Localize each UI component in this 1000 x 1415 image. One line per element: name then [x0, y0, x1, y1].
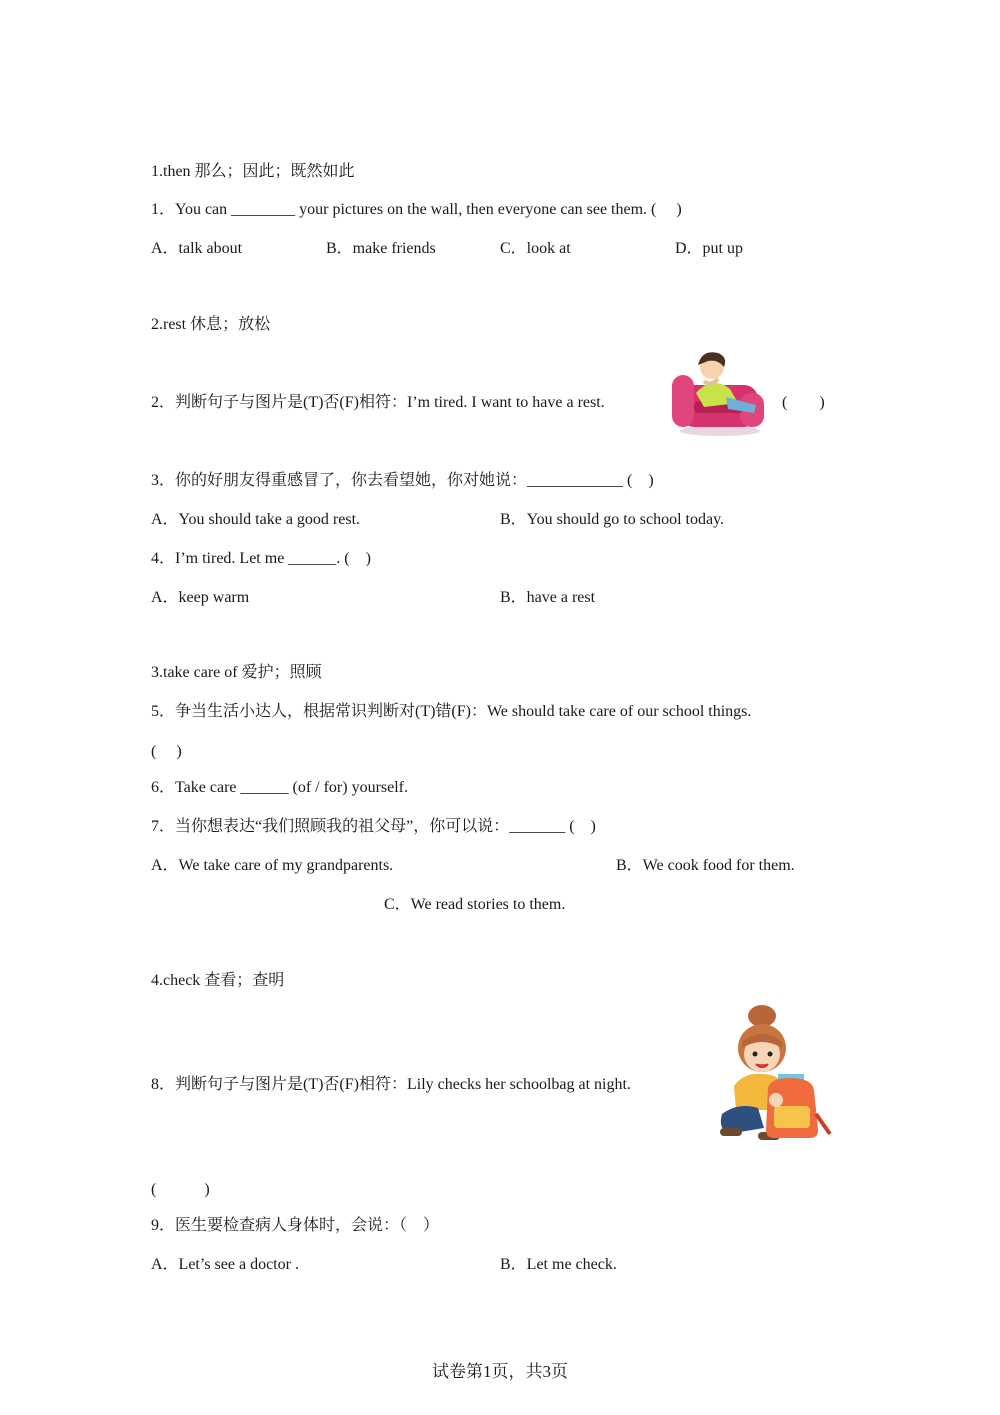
section-heading-then: 1.then 那么；因此；既然如此 [151, 163, 355, 180]
q3-option-b: B．You should go to school today. [500, 511, 725, 528]
q3-option-a: A．You should take a good rest. [151, 511, 361, 528]
q7-option-c: C．We read stories to them. [384, 896, 566, 913]
question-2: 2．判断句子与图片是(T)否(F)相符：I’m tired. I want to have a rest. [151, 394, 605, 411]
q7-option-a: A．We take care of my grandparents. [151, 857, 394, 874]
q4-option-a: A．keep warm [151, 589, 250, 606]
q8-answer-blank: ( ) [151, 1181, 210, 1198]
resting-child-on-sofa-image [668, 345, 768, 437]
q2-answer-blank: ( ) [782, 394, 825, 411]
q7-option-b: B．We cook food for them. [616, 857, 795, 874]
page-footer: 试卷第1页，共3页 [432, 1362, 568, 1381]
q5-answer-blank: ( ) [151, 743, 182, 760]
q9-option-a: A．Let’s see a doctor . [151, 1256, 299, 1273]
q1-option-b: B．make friends [326, 240, 436, 257]
q1-option-d: D．put up [675, 240, 744, 257]
girl-checking-schoolbag-image [714, 1004, 834, 1144]
q1-option-c: C．look at [500, 240, 571, 257]
question-6: 6．Take care ______ (of / for) yourself. [151, 779, 409, 796]
q4-option-b: B．have a rest [500, 589, 596, 606]
q9-option-b: B．Let me check. [500, 1256, 617, 1273]
question-8: 8．判断句子与图片是(T)否(F)相符：Lily checks her schoolbag at night. [151, 1076, 631, 1093]
section-heading-check: 4.check 查看；查明 [151, 972, 285, 989]
question-3: 3．你的好朋友得重感冒了，你去看望她，你对她说：____________ ( ) [151, 472, 654, 489]
q1-option-a: A．talk about [151, 240, 243, 257]
question-9: 9．医生要检查病人身体时，会说：（ ） [151, 1217, 440, 1234]
section-heading-rest: 2.rest 休息；放松 [151, 316, 271, 333]
question-5: 5．争当生活小达人，根据常识判断对(T)错(F)：We should take care of our school things. [151, 703, 752, 720]
question-4: 4．I’m tired. Let me ______. ( ) [151, 550, 371, 567]
question-1: 1．You can ________ your pictures on the wall, then everyone can see them. ( ) [151, 201, 682, 218]
section-heading-take-care-of: 3.take care of 爱护；照顾 [151, 664, 322, 681]
question-7: 7．当你想表达“我们照顾我的祖父母”，你可以说：_______ ( ) [151, 818, 596, 835]
